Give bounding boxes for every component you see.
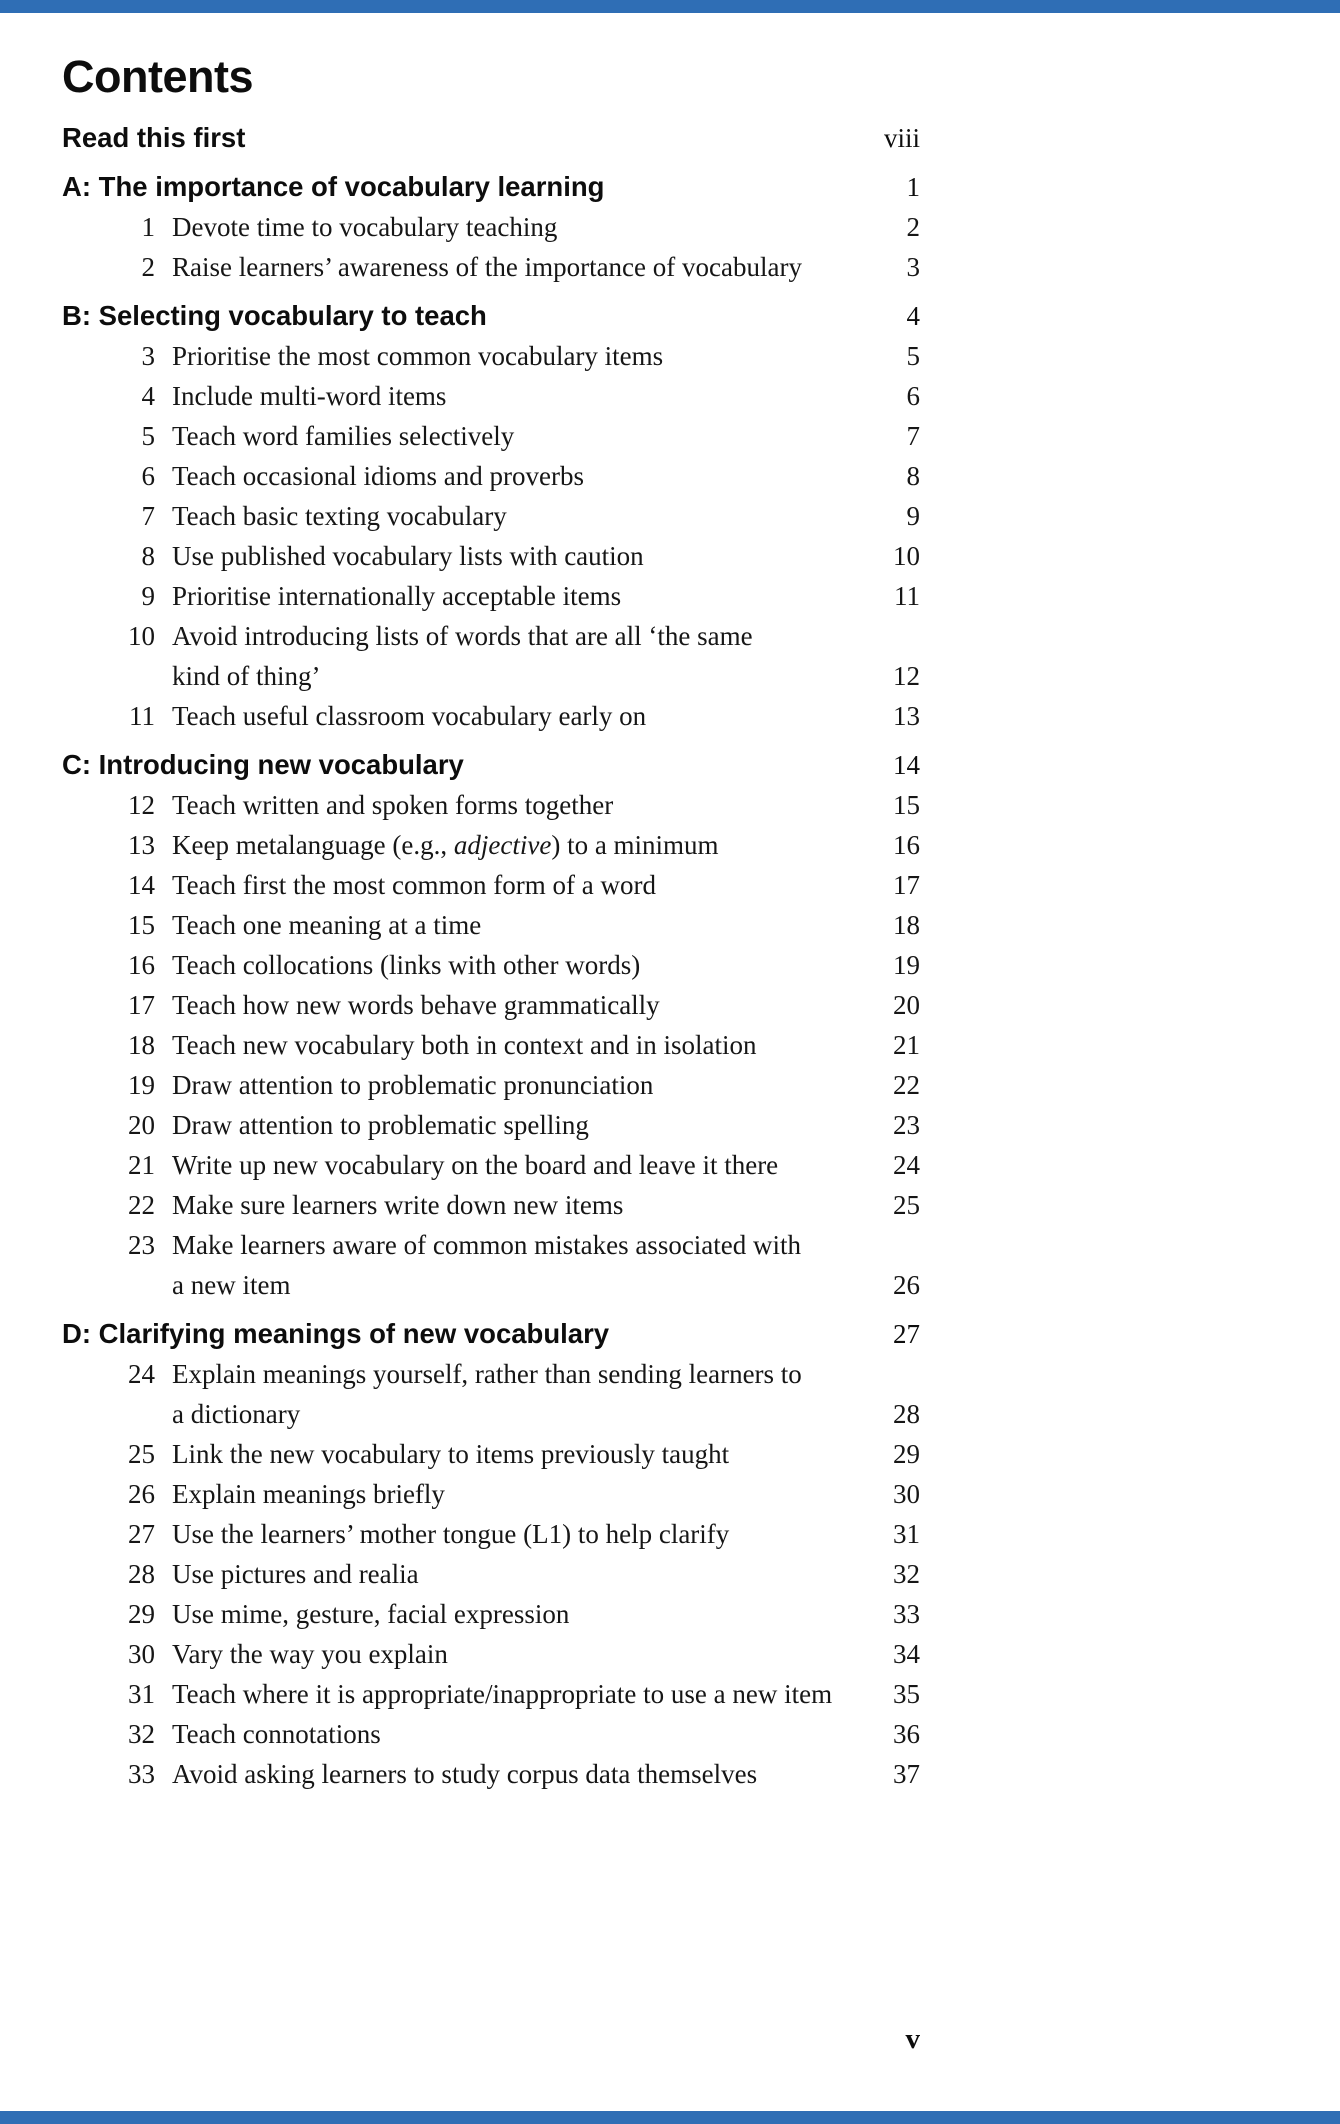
toc-section-row [62,745,920,785]
toc-entry-text: Use the learners’ mother tongue (L1) to help clarify [172,1518,730,1549]
toc-item-number: 6 [141,460,155,491]
toc-page-number: 33 [893,1598,920,1629]
toc-page-number: 1 [906,171,920,202]
toc-page-number: 22 [893,1069,920,1100]
toc-entry-text: Avoid asking learners to study corpus data themselves [172,1758,758,1789]
toc-page-number: 20 [893,989,920,1020]
toc-item-row [62,576,920,616]
toc-page-number: 26 [893,1269,920,1300]
toc-item-row [62,1394,920,1434]
toc-page-number: 21 [893,1029,920,1060]
toc-entry-text: Draw attention to problematic spelling [172,1109,589,1140]
toc-entry-text: Write up new vocabulary on the board and leave it there [172,1149,779,1180]
toc-page-number: 11 [894,580,920,611]
toc-page-number: 18 [893,909,920,940]
toc-item-row [62,865,920,905]
toc-page-number: 37 [893,1758,920,1789]
toc-item-row [62,656,920,696]
toc-entry-text: D: Clarifying meanings of new vocabulary [62,1317,610,1349]
toc-item-number: 28 [128,1558,155,1589]
toc-entry-text: kind of thing’ [172,660,321,691]
toc-entry-text: Teach written and spoken forms together [172,789,614,820]
toc-entry-text: Link the new vocabulary to items previously taught [172,1438,730,1469]
toc-item-number: 8 [141,540,155,571]
toc-page-number: 34 [893,1638,920,1669]
toc-entry-text: Teach how new words behave grammatically [172,989,660,1020]
toc-item-row [62,985,920,1025]
toc-page-number: 8 [906,460,920,491]
toc-item-number: 4 [141,380,155,411]
toc-entry-text: Teach one meaning at a time [172,909,482,940]
toc-item-row [62,696,920,736]
toc-item-number: 19 [128,1069,155,1100]
toc-item-row [62,785,920,825]
toc-item-number: 29 [128,1598,155,1629]
toc-page-number: 27 [893,1318,920,1349]
toc-item-number: 16 [128,949,155,980]
toc-entry-text: Use published vocabulary lists with caution [172,540,644,571]
toc-item-row [62,247,920,287]
toc-page-number: 29 [893,1438,920,1469]
page-title: Contents [62,51,253,102]
toc-page-number: 12 [893,660,920,691]
toc-item-number: 22 [128,1189,155,1220]
toc-item-number: 23 [128,1229,155,1260]
toc-item-row [62,336,920,376]
toc-entry-text: Explain meanings briefly [172,1478,445,1509]
toc-item-row [62,905,920,945]
toc-item-number: 31 [128,1678,155,1709]
toc-item-row [62,416,920,456]
toc-item-number: 33 [128,1758,155,1789]
toc-entry-text: Teach where it is appropriate/inappropriate to use a new item [172,1678,833,1709]
toc-entry-text: Make sure learners write down new items [172,1189,624,1220]
toc-item-number: 5 [141,420,155,451]
toc-item-row [62,1554,920,1594]
toc-item-number: 1 [141,211,155,242]
toc-entry-text: Explain meanings yourself, rather than sending learners to [172,1358,802,1389]
toc-entry-text: Teach occasional idioms and proverbs [172,460,584,491]
toc-item-row [62,1225,920,1265]
toc-item-row [62,1105,920,1145]
toc-item-number: 21 [128,1149,155,1180]
toc-item-number: 12 [128,789,155,820]
toc-item-number: 3 [141,340,155,371]
toc-item-number: 30 [128,1638,155,1669]
toc-page-number: 9 [906,500,920,531]
toc-item-row [62,1594,920,1634]
toc-item-row [62,456,920,496]
toc-item-number: 11 [129,700,155,731]
toc-entry-text: a dictionary [172,1398,301,1429]
toc-item-row [62,536,920,576]
toc-entry-text: Teach connotations [172,1718,381,1749]
toc-item-number: 27 [128,1518,155,1549]
toc-item-number: 2 [141,251,155,282]
toc-entry-text-italic: adjective [453,829,552,860]
toc-entry-text: Prioritise internationally acceptable items [172,580,622,611]
toc-page-number: 5 [906,340,920,371]
toc-item-row [62,1714,920,1754]
toc-page-number: 10 [893,540,920,571]
toc-item-row [62,945,920,985]
toc-entry-text: Teach word families selectively [172,420,515,451]
toc-item-row [62,1674,920,1714]
toc-page-number: 16 [893,829,920,860]
toc-content [62,52,920,1794]
toc-item-number: 10 [128,620,155,651]
toc-section-row [62,296,920,336]
toc-entry-text: Draw attention to problematic pronunciation [172,1069,654,1100]
toc-page-number: 19 [893,949,920,980]
toc-page-number: 24 [893,1149,920,1180]
toc-item-row [62,1634,920,1674]
toc-page-number: 7 [906,420,920,451]
toc-item-row [62,376,920,416]
toc-page-number: 13 [893,700,920,731]
toc-entry-text: Teach basic texting vocabulary [172,500,507,531]
toc-page-number: 2 [906,211,920,242]
toc-page-number: 4 [906,300,920,331]
folio-page-number: v [905,2023,920,2055]
toc-item-row [62,1514,920,1554]
toc-item-number: 25 [128,1438,155,1469]
toc-item-row [62,1474,920,1514]
toc-page-number: 30 [893,1478,920,1509]
toc-entry-text: Teach first the most common form of a word [172,869,656,900]
toc-page-number: 32 [893,1558,920,1589]
toc-item-number: 7 [141,500,155,531]
toc-page-number: 14 [893,749,920,780]
toc-item-row [62,1065,920,1105]
toc-entry-text: C: Introducing new vocabulary [62,748,464,780]
toc-entry-text: Prioritise the most common vocabulary items [172,340,664,371]
toc-entry-text: Teach new vocabulary both in context and in isolation [172,1029,757,1060]
toc-item-number: 24 [128,1358,155,1389]
toc-page-number: 17 [893,869,920,900]
toc-page-number: 31 [893,1518,920,1549]
toc-entry-text: Teach useful classroom vocabulary early on [172,700,647,731]
toc-item-row [62,825,920,865]
toc-item-number: 32 [128,1718,155,1749]
toc-item-row [62,1145,920,1185]
toc-entry-text: a new item [172,1269,291,1300]
toc-entry-text: Read this first [62,121,246,153]
toc-page-number: 3 [906,251,920,282]
toc-item-row [62,1754,920,1794]
toc-item-row [62,1354,920,1394]
toc-entry-text: Make learners aware of common mistakes associated with [172,1229,802,1260]
toc-page-number: 15 [893,789,920,820]
toc-page-number: 36 [893,1718,920,1749]
toc-entry-text: Use mime, gesture, facial expression [172,1598,570,1629]
toc-entry-text: A: The importance of vocabulary learning [62,170,605,202]
toc-page-number: 28 [893,1398,920,1429]
toc-entry-text: Vary the way you explain [172,1638,448,1669]
toc-entry-text: Teach collocations (links with other words) [172,949,641,980]
toc-item-row [62,496,920,536]
toc-item-number: 20 [128,1109,155,1140]
toc-item-number: 13 [128,829,155,860]
toc-item-number: 14 [128,869,155,900]
toc-entry-text: Use pictures and realia [172,1558,419,1589]
toc-item-row [62,1265,920,1305]
toc-page-number: 6 [906,380,920,411]
toc-item-number: 26 [128,1478,155,1509]
toc-item-row [62,1434,920,1474]
toc-section-row [62,1314,920,1354]
toc-section-row [62,118,920,158]
toc-entry-text: Include multi-word items [172,380,447,411]
toc-entry-text: Keep metalanguage (e.g., adjective) to a minimum [172,829,719,860]
toc-item-number: 15 [128,909,155,940]
toc-item-row [62,1025,920,1065]
toc-page-number: 23 [893,1109,920,1140]
toc-item-row [62,1185,920,1225]
toc-entry-text: Devote time to vocabulary teaching [172,211,558,242]
toc-item-number: 18 [128,1029,155,1060]
toc-item-number: 9 [141,580,155,611]
top-accent-bar [0,0,1340,13]
bottom-accent-bar [0,2111,1340,2124]
toc-item-row [62,207,920,247]
toc-list [62,118,920,1794]
toc-page-number: viii [883,122,920,153]
toc-entry-text: Raise learners’ awareness of the importance of vocabulary [172,251,802,282]
toc-section-row [62,167,920,207]
toc-page-number: 25 [893,1189,920,1220]
toc-page-number: 35 [893,1678,920,1709]
toc-entry-text: B: Selecting vocabulary to teach [62,299,487,331]
toc-item-row [62,616,920,656]
toc-entry-text: Avoid introducing lists of words that are all ‘the same [172,620,753,651]
toc-item-number: 17 [128,989,155,1020]
